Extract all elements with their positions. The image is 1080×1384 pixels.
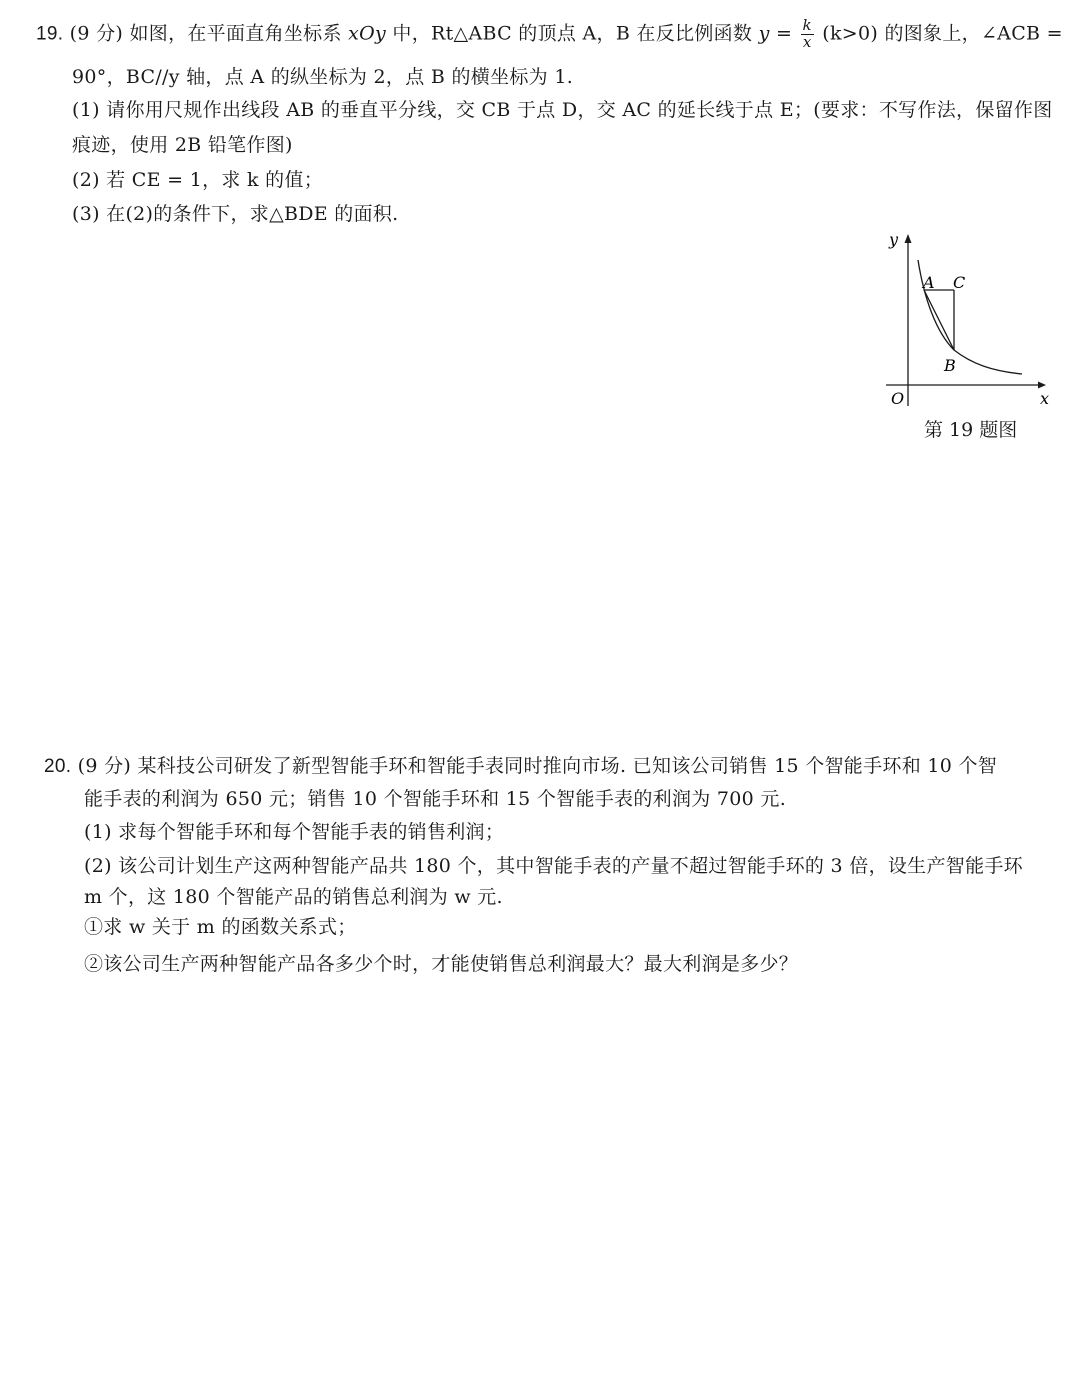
- q20-text-1: 某科技公司研发了新型智能手环和智能手表同时推向市场. 已知该公司销售 15 个智能手环和 10 个智: [137, 755, 998, 777]
- q20-sub2: ②该公司生产两种智能产品各多少个时，才能使销售总利润最大？最大利润是多少？: [84, 953, 799, 975]
- y-axis-arrow-icon: [905, 234, 912, 243]
- q19-fraction: [801, 18, 814, 51]
- q19-intro-b: 中，Rt△ABC 的顶点 A，B 在反比例函数: [392, 22, 753, 45]
- q19-coord-sys: xOy: [348, 22, 387, 45]
- q19-part2: (2) 若 CE = 1，求 k 的值；: [72, 169, 324, 191]
- point-c-label: C: [953, 273, 966, 292]
- q19-figure-diagram: [880, 228, 1060, 418]
- q19-fraction-denominator: x: [802, 32, 812, 51]
- q20-part1: (1) 求每个智能手环和每个智能手表的销售利润；: [84, 821, 505, 843]
- q20-line-1: [44, 757, 997, 776]
- q20-part2-line-1: (2) 该公司计划生产这两种智能产品共 180 个，其中智能手表的产量不超过智能手环的 3 倍，设生产智能手环: [84, 855, 1023, 877]
- q19-line-1: [36, 18, 1063, 51]
- y-axis-label: y: [889, 230, 899, 249]
- q19-line-2: 90°，BC//y 轴，点 A 的纵坐标为 2，点 B 的横坐标为 1.: [72, 66, 574, 88]
- q19-func-y: y =: [758, 22, 793, 45]
- q20-number: 20.: [44, 756, 72, 777]
- q19-part3: (3) 在(2)的条件下，求△BDE 的面积.: [72, 203, 399, 225]
- q20-points: (9 分): [77, 755, 132, 777]
- q19-part1-line-2: 痕迹，使用 2B 铅笔作图): [72, 134, 293, 156]
- x-axis-arrow-icon: [1038, 382, 1046, 389]
- point-b-label: B: [944, 356, 956, 375]
- q20-line-2: 能手表的利润为 650 元；销售 10 个智能手环和 15 个智能手表的利润为 700 元.: [84, 788, 787, 810]
- q19-intro-a: 如图，在平面直角坐标系: [129, 22, 342, 45]
- origin-label: O: [891, 389, 905, 408]
- q20-part2-line-2: m 个，这 180 个智能产品的销售总利润为 w 元.: [84, 886, 503, 908]
- q19-part1-line-1: (1) 请你用尺规作出线段 AB 的垂直平分线，交 CB 于点 D，交 AC 的延长线于点 E；(要求：不写作法，保留作图: [72, 99, 1053, 121]
- q20-sub1: ①求 w 关于 m 的函数关系式；: [84, 916, 357, 938]
- q19-number: 19.: [36, 23, 64, 45]
- x-axis-label: x: [1040, 389, 1050, 408]
- q19-intro-c: (k>0) 的图象上，∠ACB =: [822, 22, 1063, 45]
- q19-figure-caption: 第 19 题图: [924, 419, 1018, 441]
- point-a-label: A: [923, 273, 935, 292]
- q19-fraction-numerator: k: [802, 16, 812, 34]
- q19-figure: [880, 228, 1060, 443]
- segment-ab: [924, 290, 954, 350]
- q19-points: (9 分): [69, 22, 124, 45]
